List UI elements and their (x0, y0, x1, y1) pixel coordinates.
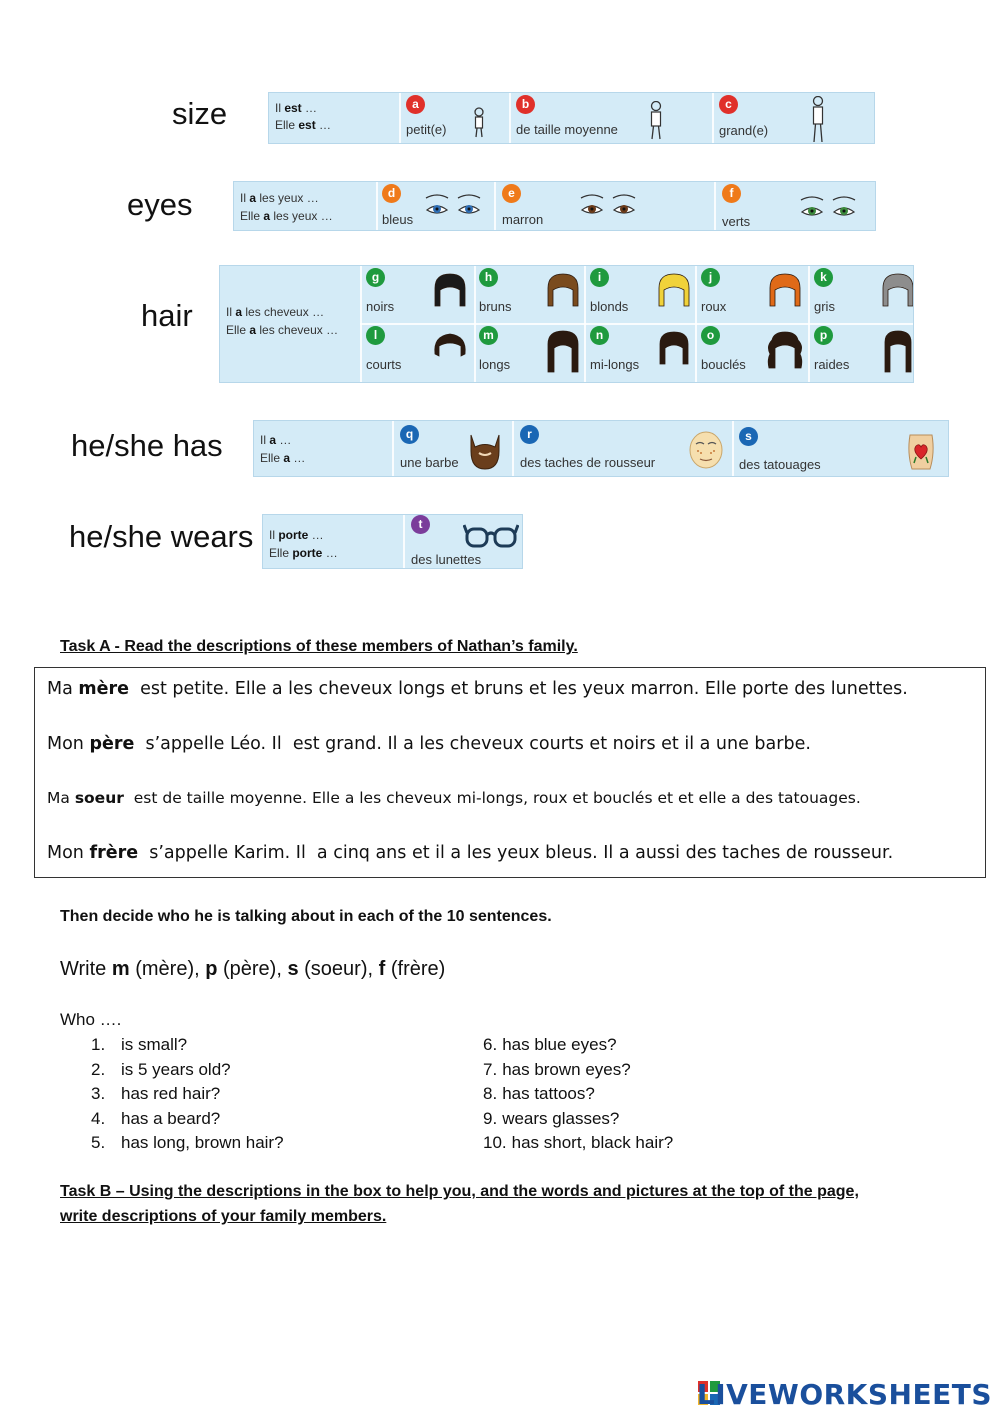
badge-s: s (739, 427, 758, 446)
question-text: has short, black hair? (511, 1133, 674, 1152)
question-number: 2. (91, 1059, 106, 1079)
has-strip (253, 420, 949, 477)
hair-strip (219, 265, 914, 383)
question-item (483, 1060, 631, 1080)
question-number: 4. (91, 1108, 106, 1128)
badge-q: q (400, 425, 419, 444)
task-b-heading-line2: write descriptions of your family members. (60, 1208, 387, 1225)
hair-label-courts: courts (366, 357, 402, 372)
badge-t: t (411, 515, 430, 534)
wears-pronoun-elle: Elle porte … (269, 546, 338, 560)
wears-title: he/she wears (69, 519, 254, 554)
eyes-label-verts: verts (722, 214, 751, 229)
beard-icon (468, 433, 502, 471)
badge-e: e (502, 184, 521, 203)
hair-label-milongs: mi-longs (590, 357, 640, 372)
who-label: Who …. (60, 1010, 122, 1029)
badge-d: d (382, 184, 401, 203)
has-label-taches: des taches de rousseur (520, 455, 656, 470)
hair-label-noirs: noirs (366, 299, 395, 314)
description-frere: Mon frère s’appelle Karim. Il a cinq ans et il a les yeux bleus. Il a aussi des taches de rousseur. (47, 843, 894, 863)
hair-label-longs: longs (479, 357, 511, 372)
question-item (91, 1109, 220, 1129)
badge-m: m (479, 326, 498, 345)
has-pronoun-elle: Elle a … (260, 451, 306, 465)
badge-p: p (814, 326, 833, 345)
eyes-strip (233, 181, 876, 231)
has-label-barbe: une barbe (400, 455, 459, 470)
hair-label-raides: raides (814, 357, 850, 372)
task-a-heading: Task A - Read the descriptions of these members of Nathan’s family. (60, 638, 578, 655)
tattoo-icon (906, 433, 936, 471)
question-number: 9. (483, 1108, 498, 1128)
size-title: size (172, 96, 228, 131)
blue-eyes-icon (424, 192, 482, 220)
hair-label-bruns: bruns (479, 299, 512, 314)
question-text: has tattoos? (502, 1084, 595, 1103)
freckles-face-icon (688, 429, 724, 471)
question-item (91, 1060, 231, 1080)
question-number: 3. (91, 1084, 106, 1103)
hair-title: hair (141, 298, 193, 333)
question-text: has long, brown hair? (121, 1133, 284, 1152)
size-label-grand: grand(e) (719, 123, 769, 138)
task-b-heading-line1: Task B – Using the descriptions in the box to help you, and the words and pictures at the top of the page, (60, 1183, 859, 1200)
hair-milongs-icon (655, 330, 693, 376)
question-item (483, 1109, 619, 1129)
question-number: 8. (483, 1084, 498, 1103)
eyes-title: eyes (127, 187, 193, 222)
task-a-instruction: Then decide who he is talking about in each of the 10 sentences. (60, 908, 552, 925)
badge-j: j (701, 268, 720, 287)
size-pronoun-il: Il est … (275, 101, 318, 115)
medium-person-icon (647, 101, 665, 141)
badge-g: g (366, 268, 385, 287)
liveworksheets-logo[interactable]: LIVEWORKSHEETS (696, 1378, 992, 1411)
description-soeur: Ma soeur est de taille moyenne. Elle a les cheveux mi-longs, roux et bouclés et et elle a des tatouages. (47, 789, 861, 807)
badge-o: o (701, 326, 720, 345)
wears-label-lunettes: des lunettes (411, 552, 482, 567)
tall-person-icon (809, 96, 827, 144)
hair-longs-icon (544, 330, 582, 376)
size-strip (268, 92, 875, 144)
question-item (91, 1035, 187, 1055)
question-number: 10. (483, 1133, 507, 1152)
badge-r: r (520, 425, 539, 444)
size-label-petit: petit(e) (406, 122, 447, 137)
question-number: 7. (483, 1059, 498, 1079)
badge-n: n (590, 326, 609, 345)
wears-pronoun-il: Il porte … (269, 528, 324, 542)
eyes-label-marron: marron (502, 212, 544, 227)
question-item (91, 1084, 220, 1104)
eyes-label-bleus: bleus (382, 212, 414, 227)
question-text: wears glasses? (502, 1108, 620, 1128)
size-label-moyenne: de taille moyenne (516, 122, 618, 137)
question-number: 5. (91, 1133, 106, 1152)
hair-label-blonds: blonds (590, 299, 629, 314)
has-pronoun-il: Il a … (260, 433, 292, 447)
badge-c: c (719, 95, 738, 114)
description-mere: Ma mère est petite. Elle a les cheveux longs et bruns et les yeux marron. Elle porte des lunettes. (47, 679, 908, 699)
hair-label-gris: gris (814, 299, 835, 314)
small-person-icon (471, 107, 487, 139)
hair-bruns-icon (544, 272, 582, 310)
question-item (483, 1035, 617, 1055)
question-number: 1. (91, 1035, 106, 1054)
badge-i: i (590, 268, 609, 287)
brown-eyes-icon (579, 192, 637, 220)
badge-f: f (722, 184, 741, 203)
badge-l: l (366, 326, 385, 345)
hair-gris-icon (879, 272, 914, 310)
question-text: is 5 years old? (121, 1059, 231, 1079)
question-text: has brown eyes? (502, 1059, 631, 1079)
hair-noirs-icon (431, 272, 469, 310)
has-title: he/she has (71, 428, 223, 463)
badge-b: b (516, 95, 535, 114)
hair-courts-icon (431, 330, 469, 376)
question-text: has a beard? (121, 1108, 221, 1128)
question-text: is small? (121, 1035, 188, 1054)
has-label-tatouages: des tatouages (739, 457, 821, 472)
question-text: has blue eyes? (502, 1035, 617, 1054)
descriptions-box (34, 667, 986, 878)
glasses-icon (463, 521, 519, 551)
write-key-line: Write m (mère), p (père), s (soeur), f (frère) (60, 958, 446, 980)
wears-strip (262, 514, 523, 569)
size-pronoun-elle: Elle est … (275, 118, 332, 132)
badge-a: a (406, 95, 425, 114)
badge-k: k (814, 268, 833, 287)
hair-pronoun-il: Il a les cheveux … (226, 305, 325, 319)
hair-pronoun-elle: Elle a les cheveux … (226, 323, 339, 337)
hair-label-boucls: bouclés (701, 357, 746, 372)
eyes-pronoun-il: Il a les yeux … (240, 191, 319, 205)
hair-boucls-icon (766, 330, 804, 376)
eyes-pronoun-elle: Elle a les yeux … (240, 209, 333, 223)
question-text: has red hair? (121, 1084, 221, 1103)
question-item (91, 1133, 284, 1153)
question-item (483, 1084, 595, 1104)
hair-blonds-icon (655, 272, 693, 310)
green-eyes-icon (799, 194, 857, 222)
description-pere: Mon père s’appelle Léo. Il est grand. Il a les cheveux courts et noirs et il a une barbe. (47, 734, 811, 754)
hair-label-roux: roux (701, 299, 727, 314)
badge-h: h (479, 268, 498, 287)
question-number: 6. (483, 1035, 498, 1054)
question-item (483, 1133, 673, 1153)
hair-roux-icon (766, 272, 804, 310)
hair-raides-icon (879, 330, 914, 376)
